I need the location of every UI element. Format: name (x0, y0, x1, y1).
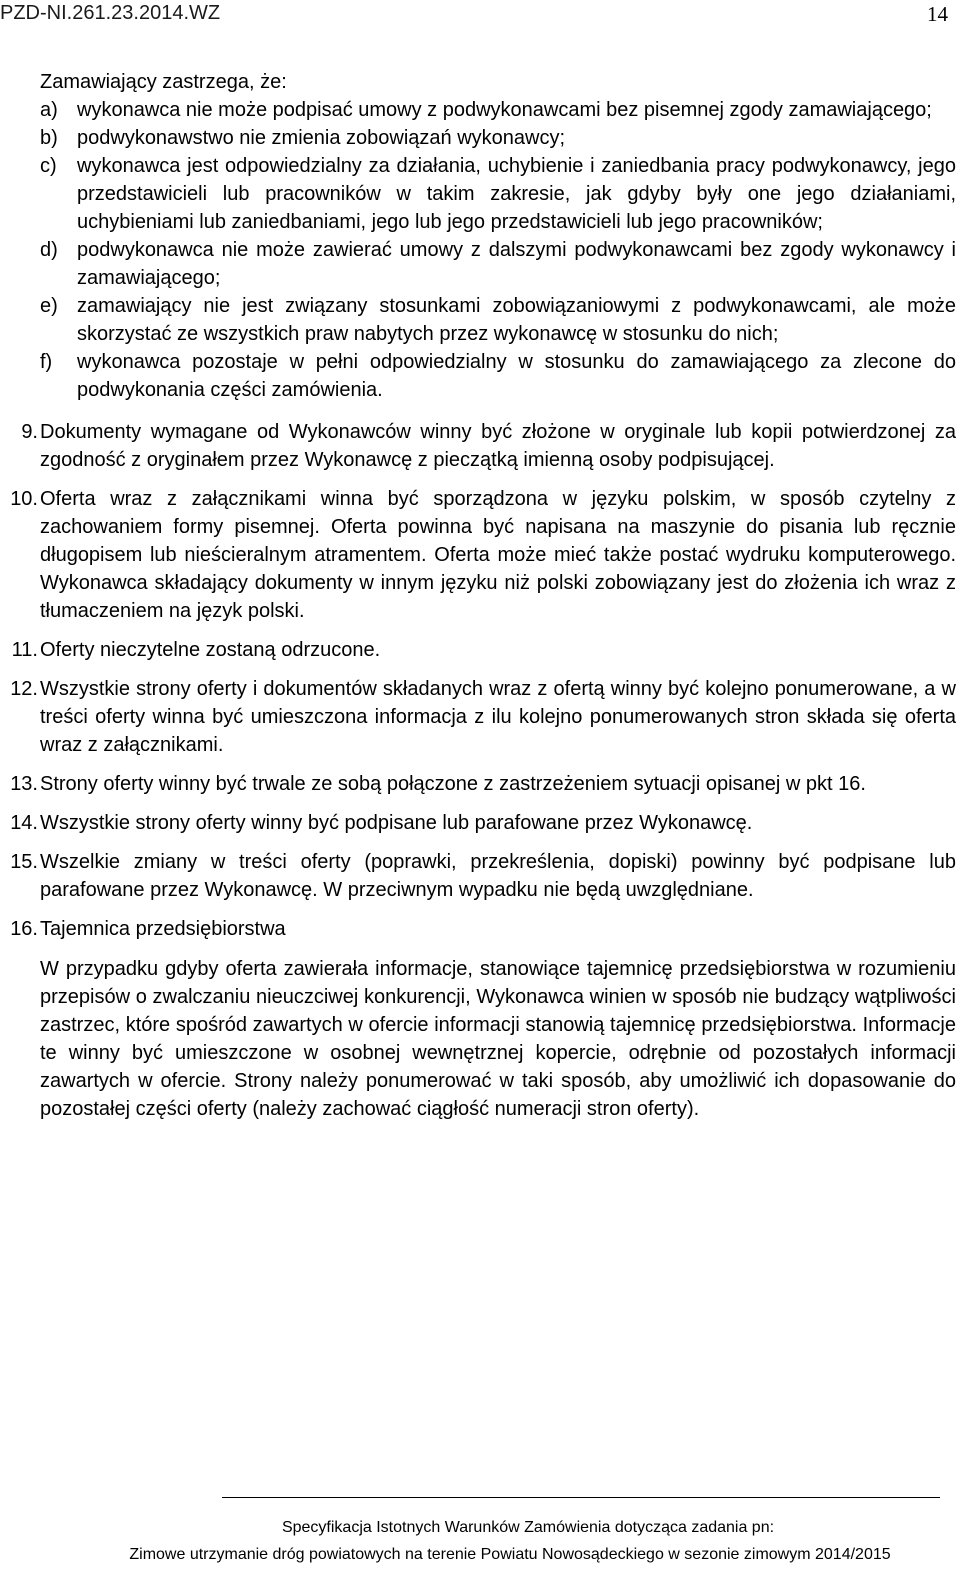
sub-item-d (40, 236, 956, 292)
item-number: 11. (11, 639, 38, 661)
item-text: Oferta wraz z załącznikami winna być sporządzona w języku polskim, w sposób czytelny z zachowaniem formy pisemnej. Oferta powinna być napisana na maszynie do pisania lub ręcznie długopisem lub nieścieralnym atramentem. Oferta może mieć także postać wydruku komputerowego. Wykonawca składający dokumenty w innym języku niż polski zobowiązany jest do złożenia ich wraz z tłumaczeniem na język polski. (40, 488, 956, 622)
numbered-item-15 (10, 848, 956, 904)
sub-item-label: e) (40, 295, 58, 317)
sub-item-text: wykonawca pozostaje w pełni odpowiedzialny w stosunku do zamawiającego za zlecone do podwykonania części zamówienia. (77, 351, 956, 401)
item-number: 12. (10, 678, 38, 700)
footer-divider (222, 1497, 940, 1498)
sub-item-text: podwykonawstwo nie zmienia zobowiązań wykonawcy; (77, 127, 566, 149)
numbered-item-11 (11, 636, 956, 664)
footer-spec-title: Specyfikacja Istotnych Warunków Zamówienia dotycząca zadania pn: (281, 1519, 775, 1536)
numbered-item-16 (10, 915, 956, 943)
sub-item-label: b) (40, 127, 58, 149)
sub-item-label: c) (40, 155, 57, 177)
document-reference: PZD-NI.261.23.2014.WZ (0, 2, 221, 24)
item-text: Oferty nieczytelne zostaną odrzucone. (40, 639, 381, 661)
sub-item-text: podwykonawca nie może zawierać umowy z dalszymi podwykonawcami bez zgody wykonawcy i zamawiającego; (77, 239, 956, 289)
numbered-item-14 (10, 809, 956, 837)
numbered-item-10 (10, 485, 956, 625)
item-number: 15. (10, 851, 38, 873)
sub-item-text: wykonawca nie może podpisać umowy z podwykonawcami bez pisemnej zgody zamawiającego; (77, 99, 932, 121)
sub-item-c (40, 152, 956, 236)
item-text: Wszystkie strony oferty winny być podpisane lub parafowane przez Wykonawcę. (40, 812, 753, 834)
item-number: 14. (10, 812, 38, 834)
item-number: 9. (21, 421, 38, 443)
sub-item-e (40, 292, 956, 348)
item-number: 10. (10, 488, 38, 510)
sub-item-a (40, 96, 956, 124)
footer-task-name: Zimowe utrzymanie dróg powiatowych na terenie Powiatu Nowosądeckiego w sezonie zimowym 2014/2015 (129, 1546, 891, 1563)
numbered-item-12 (10, 675, 956, 759)
sub-item-text: wykonawca jest odpowiedzialny za działania, uchybienie i zaniedbania pracy podwykonawcy, jego przedstawicieli lub pracowników w takim zakresie, jak gdyby były one jego działaniami, uchybieniami lub zaniedbaniami, jego lub jego przedstawicieli lub jego pracowników; (77, 155, 956, 233)
item-text: Tajemnica przedsiębiorstwa (40, 918, 286, 940)
item-number: 13. (10, 773, 38, 795)
sub-item-b (40, 124, 956, 152)
numbered-item-13 (10, 770, 956, 798)
document-body (10, 68, 956, 1123)
item-text: Strony oferty winny być trwale ze sobą połączone z zastrzeżeniem sytuacji opisanej w pkt 16. (40, 773, 866, 795)
item-text: Wszelkie zmiany w treści oferty (poprawki, przekreślenia, dopiski) powinny być podpisane lub parafowane przez Wykonawcę. W przeciwnym wypadku nie będą uwzględniane. (40, 851, 956, 901)
sub-list (40, 96, 956, 404)
item-text: Wszystkie strony oferty i dokumentów składanych wraz z ofertą winny być kolejno ponumerowane, a w treści oferty winna być umieszczona informacja z ilu kolejno ponumerowanych stron składa się oferta wraz z załącznikami. (40, 678, 956, 756)
sub-item-f (40, 348, 956, 404)
page-number: 14 (927, 2, 948, 26)
sub-item-label: d) (40, 239, 58, 261)
sub-item-label: f) (40, 351, 53, 373)
intro-text: Zamawiający zastrzega, że: (40, 71, 287, 93)
sub-item-label: a) (40, 99, 58, 121)
sub-item-text: zamawiający nie jest związany stosunkami zobowiązaniowymi z podwykonawcami, ale może skorzystać ze wszystkich praw nabytych przez wykonawcę w stosunku do nich; (77, 295, 956, 345)
numbered-item-9 (21, 418, 956, 474)
item-number: 16. (10, 918, 38, 940)
trade-secret-paragraph: W przypadku gdyby oferta zawierała informacje, stanowiące tajemnicę przedsiębiorstwa w rozumieniu przepisów o zwalczaniu nieuczciwej konkurencji, Wykonawca winien w sposób nie budzący wątpliwości zastrzec, które spośród zawartych w ofercie informacji stanowią tajemnicę przedsiębiorstwa. Informacje te winny być umieszczone w osobnej wewnętrznej kopercie, odrębnie od pozostałych informacji zawartych w ofercie. Strony należy ponumerować w taki sposób, aby umożliwić ich dopasowanie do pozostałej części oferty (należy zachować ciągłość numeracji stron oferty). (40, 958, 956, 1120)
item-text: Dokumenty wymagane od Wykonawców winny być złożone w oryginale lub kopii potwierdzonej za zgodność z oryginałem przez Wykonawcę z pieczątką imienną osoby podpisującej. (40, 421, 956, 471)
